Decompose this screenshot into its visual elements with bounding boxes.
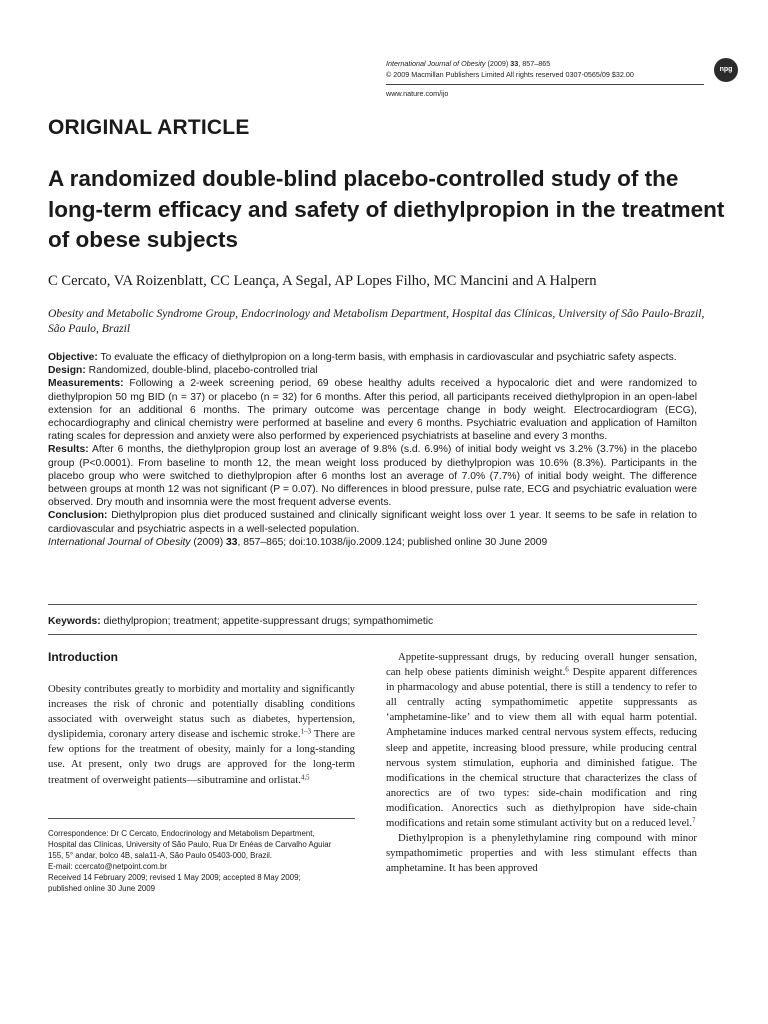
ref-superscript: 1–3	[300, 727, 311, 736]
body-paragraph: Diethylpropion is a phenylethylamine ring compound with minor sympathomimetic properties and with less stimulant effects than amphetamine. It has been approved	[386, 832, 697, 875]
journal-url[interactable]: www.nature.com/ijo	[386, 89, 449, 98]
abstract-design	[48, 364, 697, 377]
abstract-measurements	[48, 377, 697, 443]
npg-logo: npg	[714, 58, 738, 82]
correspondence-footnote	[48, 828, 355, 895]
citation-journal: International Journal of Obesity	[48, 536, 191, 548]
body-paragraph	[386, 650, 697, 831]
footnote-line: 155, 5° andar, bolco 4B, sala11-A, São Paulo 05403-000, Brazil.	[48, 851, 273, 861]
journal-citation-line	[386, 58, 716, 69]
ref-superscript: 6	[565, 665, 569, 674]
measurements-text: Following a 2-week screening period, 69 obese healthy adults received a hypocaloric diet and were randomized to diethylpropion 50 mg BID (n = 37) or placebo (n = 32) for 6 months. After this period, all participants received diethylpropion in an open-label extension for an additional 6 months. The primary outcome was percentage change in body weight. Electrocardiogram (ECG), echocardiography and clinical chemistry were performed at baseline and every 6 months. Psychiatric evaluation and application of Hamilton rating scales for depression and anxiety were also performed by experienced psychiatrists at baseline and every 3 months.	[48, 378, 697, 443]
keywords-bottom-rule	[48, 634, 697, 635]
keywords-top-rule	[48, 604, 697, 605]
journal-volume: 33	[510, 59, 519, 68]
footnote-line: Received 14 February 2009; revised 1 May 2009; accepted 8 May 2009;	[48, 873, 301, 883]
footnote-line: Hospital das Clínicas, University of São Paulo, Rua Dr Enéas de Carvalho Aguiar	[48, 840, 332, 850]
journal-year: (2009)	[485, 59, 511, 68]
design-label: Design:	[48, 365, 86, 377]
measurements-label: Measurements:	[48, 378, 124, 390]
introduction-paragraph	[48, 682, 355, 788]
journal-pages: , 857–865	[518, 59, 551, 68]
affiliation: Obesity and Metabolic Syndrome Group, Endocrinology and Metabolism Department, Hospital das Clínicas, University of São Paulo-Brazil, São Paulo, Brazil	[48, 307, 705, 335]
journal-copyright: © 2009 Macmillan Publishers Limited All rights reserved 0307-0565/09 $32.00	[386, 70, 634, 79]
journal-header-rule	[386, 84, 704, 85]
introduction-body	[48, 682, 355, 788]
abstract-citation	[48, 536, 697, 549]
intro-text-1: Obesity contributes greatly to morbidity and mortality and significantly increases the risk of chronic and potentially disabling conditions associated with overweight status such as diabetes, hypertension, dyslipidemia, coronary artery disease and ischemic stroke.	[48, 683, 355, 741]
keywords-text: diethylpropion; treatment; appetite-suppressant drugs; sympathomimetic	[100, 616, 434, 627]
keywords	[48, 615, 697, 628]
right-text-2: Despite apparent differences in pharmacology and abuse potential, there is still a tendency to refer to all centrally acting sympathomimetic appetite suppressants as ‘amphetamine-like’ and to view them all with equal harm potential. Amphetamine induces marked central nervous system effects, reducing sleep and appetite, increasing blood pressure, while producing central nervous system stimulation, euphoria and diminished fatigue. The modifications in the chemical structure that characterizes the class of anorectics are of two types: side-chain modification and ring modification. Anorectics such as diethylpropion have side-chain modifications and retain some stimulant activity but on a reduced level.	[386, 666, 697, 830]
footnote-rule	[48, 818, 355, 819]
abstract-results	[48, 443, 697, 509]
objective-text: To evaluate the efficacy of diethylpropion on a long-term basis, with emphasis in cardiovascular and psychiatric safety aspects.	[97, 352, 677, 363]
introduction-heading: Introduction	[48, 650, 118, 664]
results-label: Results:	[48, 444, 89, 456]
citation-rest: , 857–865; doi:10.1038/ijo.2009.124; published online 30 June 2009	[237, 536, 548, 548]
conclusion-text: Diethylpropion plus diet produced sustained and clinically significant weight loss over 1 year. It seems to be safe in relation to cardiovascular and psychiatric aspects in a well-selected population.	[48, 510, 697, 535]
abstract-objective	[48, 351, 697, 364]
citation-volume: 33	[226, 536, 238, 548]
intro-text-2: There are few options for the treatment of obesity, mainly for a long-standing use. At present, only two drugs are approved for the long-term treatment of overweight patients—sibutramine and orlistat.	[48, 728, 355, 786]
results-text: After 6 months, the diethylpropion group lost an average of 9.8% (s.d. 6.9%) of initial body weight vs 3.2% (3.7%) in the placebo group (P<0.0001). From baseline to month 12, the mean weight loss produced by diethylpropion was 10.6% (8.3%). Participants in the placebo group who were switched to diethylpropion after 6 months lost an average of 7.0% (7.7%) of initial body weight. The difference between groups at month 12 was not significant (P = 0.07). No differences in blood pressure, pulse rate, ECG and psychiatric evaluation were observed. Dry mouth and insomnia were the most frequent adverse events.	[48, 444, 697, 509]
ref-superscript: 7	[692, 816, 696, 825]
conclusion-label: Conclusion:	[48, 510, 108, 522]
section-label: ORIGINAL ARTICLE	[48, 116, 250, 139]
footnote-line: Correspondence: Dr C Cercato, Endocrinology and Metabolism Department,	[48, 829, 315, 838]
objective-label: Objective:	[48, 352, 98, 363]
author-list: C Cercato, VA Roizenblatt, CC Leança, A Segal, AP Lopes Filho, MC Mancini and A Halpern	[48, 273, 597, 289]
journal-header	[386, 58, 716, 99]
design-text: Randomized, double-blind, placebo-controlled trial	[85, 365, 318, 377]
abstract	[48, 351, 697, 549]
right-text-1: Appetite-suppressant drugs, by reducing overall hunger sensation, can help obese patients diminish weight.	[386, 651, 697, 679]
article-title: A randomized double-blind placebo-controlled study of the long-term efficacy and safety of diethylpropion in the treatment of obese subjects	[48, 166, 725, 252]
abstract-conclusion	[48, 509, 697, 535]
footnote-email[interactable]: E-mail: ccercato@netpoint.com.br	[48, 862, 167, 872]
citation-year: (2009)	[190, 536, 227, 548]
right-column-body	[386, 650, 697, 876]
keywords-label: Keywords:	[48, 616, 101, 627]
footnote-line: published online 30 June 2009	[48, 884, 156, 894]
journal-name: International Journal of Obesity	[386, 59, 486, 68]
ref-superscript: 4,5	[300, 773, 310, 782]
